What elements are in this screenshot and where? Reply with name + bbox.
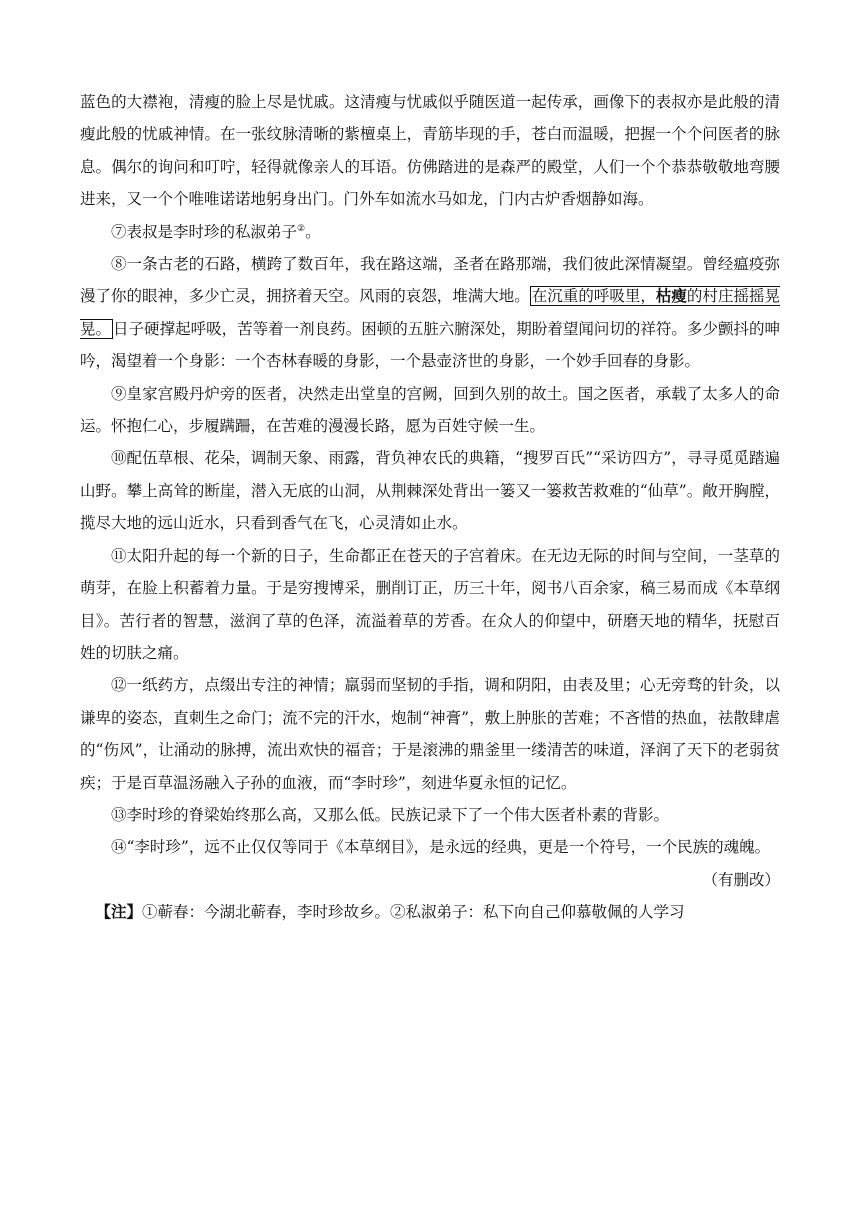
paragraph-14: ⑭“李时珍”，远不止仅仅等同于《本草纲目》，是永远的经典，更是一个符号，一个民族的魂魄。 (111, 838, 771, 857)
paragraph-6-continued: 蓝色的大襟袍，清瘦的脸上尽是忧戚。这清瘦与忧戚似乎随医道一起传承，画像下的表叔亦是此般的清瘦此般的忧戚神情。在一张纹脉清晰的紫檀桌上，青筋毕现的手，苍白而温暖，把握一个个问医者的脉息。偶尔的询问和叮咛，轻得就像亲人的耳语。仿佛踏进的是森严的殿堂，人们一个个恭恭敬敬地弯腰进来，又一个个唯唯诺诺地躬身出门。门外车如流水马如龙，门内古炉香烟静如海。 (80, 93, 780, 209)
bold-word: 枯瘦 (655, 286, 687, 306)
footnote-ref: ② (297, 223, 306, 234)
revision-credit: （有删改） (702, 870, 780, 889)
paragraph-11: ⑪太阳升起的每一个新的日子，生命都正在苍天的子宫着床。在无边无际的时间与空间，一茎草的萌芽，在脸上积蓄着力量。于是穷搜博采，删削订正，历三十年，阅书八百余家，稿三易而成《本草纲目》。苦行者的智慧，滋润了草的色泽，流溢着草的芳香。在众人的仰望中，研磨天地的精华，抚慰百姓的切肤之痛。 (80, 546, 780, 662)
boxed-sentence: 在沉重的呼吸里，枯瘦的村庄摇摇晃晃。 (80, 286, 780, 338)
footnote (80, 896, 780, 928)
paragraph-10: ⑩配伍草根、花朵，调制天象、雨露，背负神农氏的典籍，“搜罗百氏”“采访四方”，寻寻觅觅踏遍山野。攀上高耸的断崖，潜入无底的山洞，从荆棘深处背出一篓又一篓救苦救难的“仙草”。敞开胸膛，揽尽大地的远山近水，只看到香气在飞，心灵清如止水。 (80, 449, 780, 533)
document-page (80, 86, 780, 929)
footnote-text: ①蕲春：今湖北蕲春，李时珍故乡。②私淑弟子：私下向自己仰慕敬佩的人学习 (142, 903, 685, 922)
paragraph-13: ⑬李时珍的脊梁始终那么高，又那么低。民族记录下了一个伟大医者朴素的背影。 (111, 805, 670, 824)
paragraph-8: ⑧一条古老的石路，横跨了数百年，我在路这端，圣者在路那端，我们彼此深情凝望。曾经瘟疫弥漫了你的眼神，多少亡灵，拥挤着天空。风雨的哀怨，堆满大地。 在沉重的呼吸里，枯瘦的村庄摇摇晃晃。 日子硬撑起呼吸，苦等着一剂良药。困顿的五脏六腑深处，期盼着望闻问切的祥符。多少颤抖的呻吟，渴望着一个身影：一个杏林春暖的身影，一个悬壶济世的身影，一个妙手回春的身影。 (80, 255, 780, 371)
footnote-label: 【注】 (95, 902, 143, 922)
paragraph-9: ⑨皇家宫殿丹炉旁的医者，决然走出堂皇的宫阙，回到久别的故土。国之医者，承载了太多人的命运。怀抱仁心，步履蹒跚，在苦难的漫漫长路，愿为百姓守候一生。 (80, 384, 780, 436)
paragraph-12: ⑫一纸药方，点缀出专注的神情；羸弱而坚韧的手指，调和阴阳，由表及里；心无旁骛的针灸，以谦卑的姿态，直刺生之命门；流不完的汗水，炮制“神膏”，敷上肿胀的苦难；不吝惜的热血，祛散肆虐的“伤风”，让涌动的脉搏，流出欢快的福音；于是滚沸的鼎釜里一缕清苦的味道，泽润了天下的老弱贫疾；于是百草温汤融入子孙的血液，而“李时珍”，刻进华夏永恒的记忆。 (80, 676, 780, 792)
paragraph-7: ⑦表叔是李时珍的私淑弟子②。 (111, 222, 321, 241)
